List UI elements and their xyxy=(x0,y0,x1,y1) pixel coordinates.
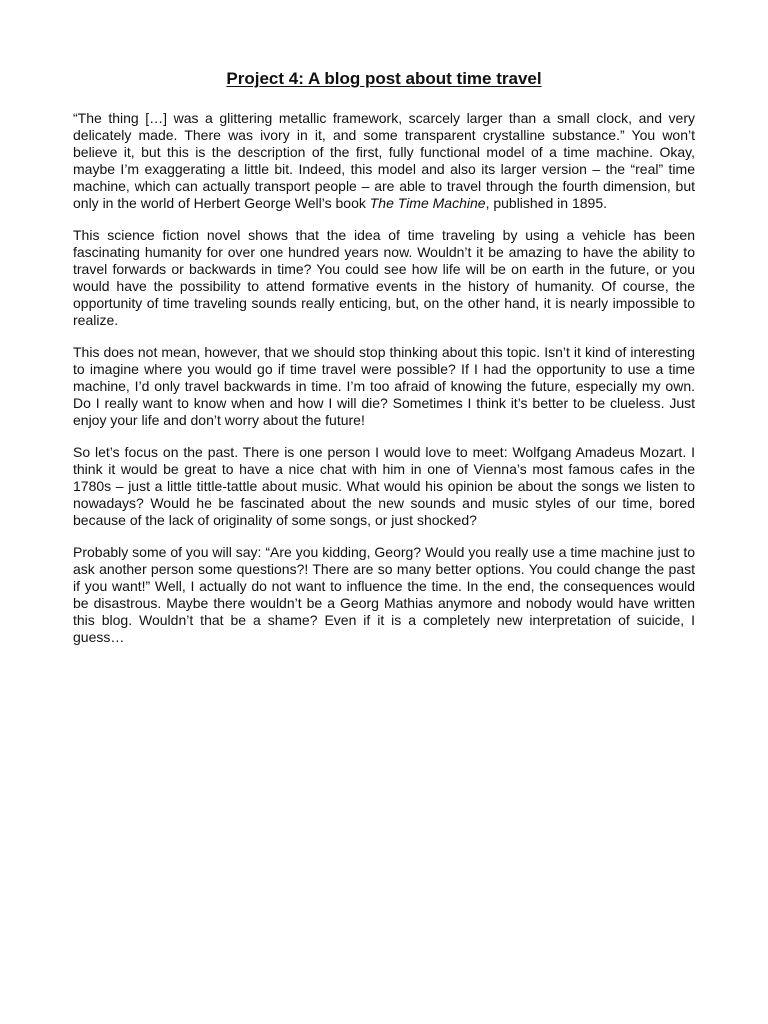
paragraph-1 xyxy=(73,110,695,212)
book-title: The Time Machine xyxy=(369,195,486,211)
paragraph-3: This does not mean, however, that we should stop thinking about this topic. Isn’t it kind of interesting to imagine where you would go if time travel were possible? If I had the opportunity to use a time machine, I’d only travel backwards in time. I’m too afraid of knowing the future, especially my own. Do I really want to know when and how I will die? Sometimes I think it’s better to be clueless. Just enjoy your life and don’t worry about the future! xyxy=(73,344,695,428)
paragraph-4: So let’s focus on the past. There is one person I would love to meet: Wolfgang Amadeus Mozart. I think it would be great to have a nice chat with him in one of Vienna’s most famous cafes in the 1780s – just a little tittle-tattle about music. What would his opinion be about the songs we listen to nowadays? Would he be fascinated about the new sounds and music styles of our time, bored because of the lack of originality of some songs, or just shocked? xyxy=(73,444,695,528)
paragraph-2: This science fiction novel shows that the idea of time traveling by using a vehicle has been fascinating humanity for over one hundred years now. Wouldn’t it be amazing to have the ability to travel forwards or backwards in time? You could see how life will be on earth in the future, or you would have the possibility to attend formative events in the history of humanity. Of course, the opportunity of time traveling sounds really enticing, but, on the other hand, it is nearly impossible to realize. xyxy=(73,227,695,328)
paragraph-1-text: “The thing […] was a glittering metallic framework, scarcely larger than a small clock, and very delicately made. There was ivory in it, and some transparent crystalline substance.” You won’t believe it, but this is the description of the first, fully functional model of a time machine. Okay, maybe I’m exaggerating a little bit. Indeed, this model and also its larger version – the “real” time machine, which can actually transport people – are able to travel through the fourth dimension, but only in the world of Herbert George Well’s book xyxy=(73,110,695,211)
paragraph-5: Probably some of you will say: “Are you kidding, Georg? Would you really use a time machine just to ask another person some questions?! There are so many better options. You could change the past if you want!” Well, I actually do not want to influence the time. In the end, the consequences would be disastrous. Maybe there wouldn’t be a Georg Mathias anymore and nobody would have written this blog. Wouldn’t that be a shame? Even if it is a completely new interpretation of suicide, I guess… xyxy=(73,544,695,645)
blog-post-body xyxy=(73,110,695,661)
paragraph-1-text-end: , published in 1895. xyxy=(485,195,607,211)
document-title: Project 4: A blog post about time travel xyxy=(226,69,542,88)
